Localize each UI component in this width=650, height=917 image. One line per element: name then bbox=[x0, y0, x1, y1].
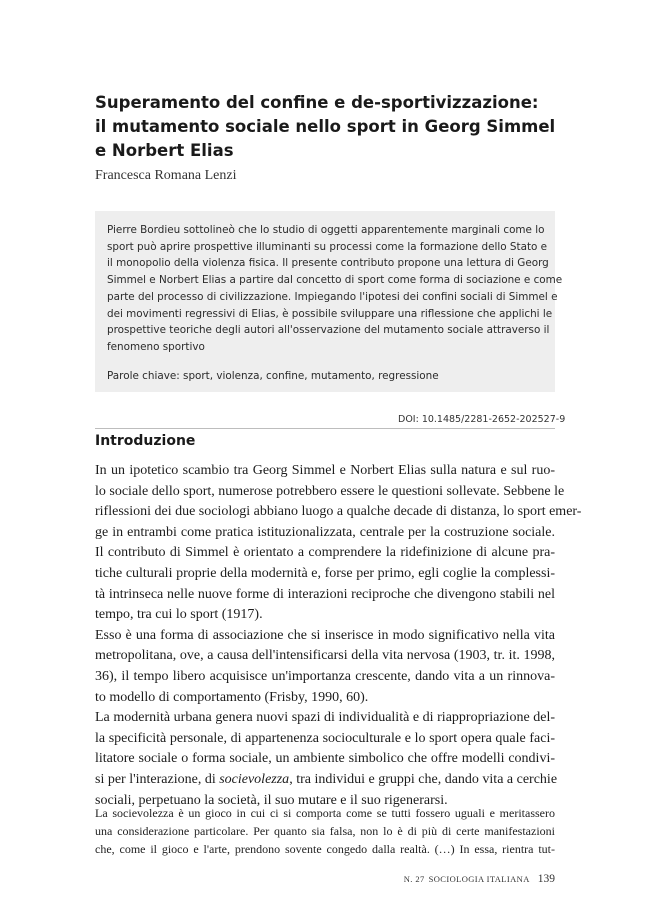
abstract-line: dei movimenti regressivi di Elias, è possibile sviluppare una riflessione che applichi le bbox=[107, 307, 553, 320]
body-line: tiche culturali proprie della modernità e, forse per primo, egli coglie la complessi- bbox=[95, 565, 555, 581]
block-quote bbox=[95, 804, 555, 858]
body-line: Il contributo di Simmel è orientato a comprendere la ridefinizione di alcune pra- bbox=[95, 545, 555, 561]
body-line-segment: , tra individui e gruppi che, dando vita a cerchie bbox=[289, 771, 558, 787]
body-line: 36), il tempo libero acquisisce un'importanza crescente, dando vita a un rinnova- bbox=[95, 668, 555, 684]
body-line: tempo, tra cui lo sport (1917). bbox=[95, 607, 263, 623]
body-line-segment: si per l'interazione, di bbox=[95, 771, 220, 787]
abstract-line: fenomeno sportivo bbox=[107, 340, 205, 353]
body-line: In un ipotetico scambio tra Georg Simmel e Norbert Elias sulla natura e sul ruo- bbox=[95, 463, 555, 478]
abstract-line: sport può aprire prospettive illuminanti su processi come la formazione dello Stato e bbox=[107, 240, 548, 253]
body-line: litatore sociale o forma sociale, un ambiente simbolico che offre modelli condivi- bbox=[95, 751, 555, 767]
body-line: lo sociale dello sport, numerose potrebbero essere le questioni sollevate. Sebbene le bbox=[95, 483, 565, 499]
body-line: tà intrinseca nelle nuove forme di interazioni reciproche che divengono stabili nel bbox=[95, 586, 555, 602]
page-number: 139 bbox=[537, 873, 555, 885]
italic-term: socievolezza bbox=[219, 771, 290, 787]
body-line: ge in entrambi come pratica istituzionalizzata, centrale per la costruzione sociale. bbox=[95, 524, 555, 540]
abstract-line: Pierre Bordieu sottolineò che lo studio di oggetti apparentemente marginali come lo bbox=[107, 224, 545, 236]
title-line: Superamento del confine e de-sportivizzazione: bbox=[95, 93, 539, 112]
body-line: metropolitana, ove, a causa dell'intensificarsi della vita nervosa (1903, tr. it. 1998, bbox=[95, 648, 555, 664]
section-heading: Introduzione bbox=[95, 433, 196, 449]
quote-line: La socievolezza è un gioco in cui ci si comporta come se tutti fossero uguali e meritassero bbox=[95, 806, 555, 820]
abstract-line: prospettive teoriche degli autori all'osservazione del mutamento sociale attraverso il bbox=[107, 324, 550, 337]
abstract-box bbox=[95, 211, 563, 392]
page-footer bbox=[404, 869, 555, 887]
body-line: riflessioni dei due sociologi abbiano luogo a qualche decade di distanza, lo sport emer- bbox=[95, 504, 582, 520]
doi-link[interactable]: DOI: 10.1485/2281-2652-202527-9 bbox=[398, 414, 566, 425]
abstract-line: Simmel e Norbert Elias a partire dal concetto di sport come forma di sociazione e come bbox=[107, 274, 563, 287]
journal-name: SOCIOLOGIA ITALIANA bbox=[428, 874, 530, 884]
article-title bbox=[95, 91, 565, 163]
title-line: il mutamento sociale nello sport in Georg Simmel bbox=[95, 117, 556, 136]
title-line: e Norbert Elias bbox=[95, 141, 234, 160]
body-line: la specificità personale, di appartenenza socioculturale e lo sport opera quale faci- bbox=[95, 730, 555, 746]
keywords-line: Parole chiave: sport, violenza, confine, mutamento, regressione bbox=[107, 369, 439, 382]
issue-number: N. 27 bbox=[403, 874, 425, 884]
body-line: Esso è una forma di associazione che si inserisce in modo significativo nella vita bbox=[95, 627, 555, 643]
quote-line: che, come il gioco e l'arte, prendono sovente congedo dalla realtà. (…) In essa, rientra tut- bbox=[95, 842, 555, 856]
author-name: Francesca Romana Lenzi bbox=[95, 168, 237, 183]
quote-line: una considerazione particolare. Per quanto sia falsa, non lo è di più di certe manifestazioni bbox=[95, 824, 555, 838]
body-line: La modernità urbana genera nuovi spazi di individualità e di riappropriazione del- bbox=[95, 710, 555, 726]
doi-divider bbox=[95, 428, 555, 429]
body-text bbox=[95, 461, 582, 811]
abstract-line: il monopolio della violenza fisica. Il presente contributo propone una lettura di Georg bbox=[107, 257, 549, 270]
body-line: sociali, perpetuano la società, il suo mutare e il suo rigenerarsi. bbox=[95, 792, 448, 808]
abstract-line: parte del processo di civilizzazione. Impiegando l'ipotesi dei confini sociali di Simmel e bbox=[107, 290, 558, 303]
body-line bbox=[95, 770, 558, 791]
body-line: to modello di comportamento (Frisby, 1990, 60). bbox=[95, 689, 369, 705]
